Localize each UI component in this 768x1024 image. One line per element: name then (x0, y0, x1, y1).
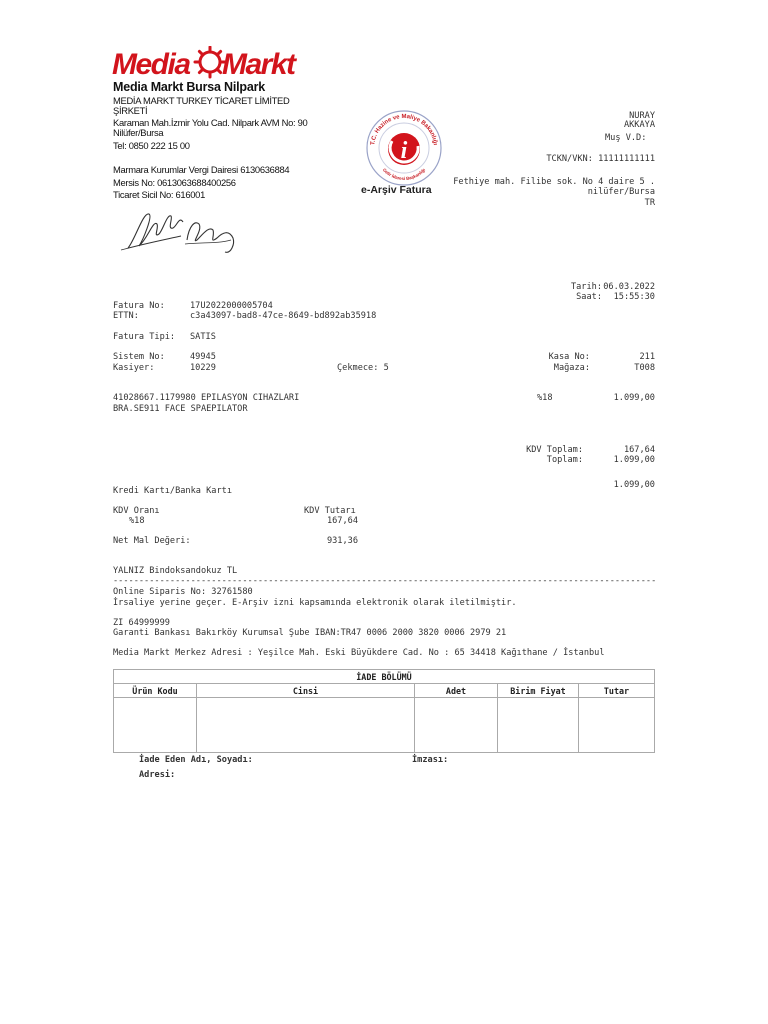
separator-line: --------------------------------------------------------------------------------------------------------- (113, 576, 657, 586)
seller-trade-registry: Ticaret Sicil No: 616001 (113, 189, 205, 200)
waybill-note: İrsaliye yerine geçer. E-Arşiv izni kapsamında elektronik olarak iletilmiştir. (113, 598, 517, 608)
return-cell-quantity[interactable] (415, 698, 498, 753)
kdv-total-label: KDV Toplam: (526, 445, 583, 455)
return-cell-amount[interactable] (579, 698, 655, 753)
seller-address-line-1: Karaman Mah.İzmir Yolu Cad. Nilpark AVM No: 90 (113, 117, 308, 128)
return-section-title: İADE BÖLÜMÜ (114, 670, 655, 684)
cashier-label: Kasiyer: (113, 363, 155, 373)
invoice-type-label: Fatura Tipi: (113, 332, 176, 342)
company-name-line-2: ŞİRKETİ (113, 105, 148, 116)
invoice-no-label: Fatura No: (113, 301, 165, 311)
svg-text:Gelir İdaresi Başkanlığı: Gelir İdaresi Başkanlığı (381, 167, 427, 182)
online-order-no: Online Siparis No: 32761580 (113, 587, 253, 597)
ettn-value: c3a43097-bad8-47ce-8649-bd892ab35918 (190, 311, 377, 321)
kdv-rate: %18 (129, 516, 145, 526)
buyer-last-name: AKKAYA (623, 120, 655, 130)
return-section-table (113, 669, 655, 753)
column-header-type: Cinsi (197, 684, 415, 698)
return-cell-unit-price[interactable] (498, 698, 579, 753)
system-no: 49945 (190, 352, 216, 362)
net-value-label: Net Mal Değeri: (113, 536, 191, 546)
svg-text:Media: Media (112, 48, 190, 80)
headquarters-address: Media Markt Merkez Adresi : Yeşilce Mah. Eski Büyükdere Cad. No : 65 34418 Kağıthane / İstanbul (113, 648, 605, 658)
returner-address-label: Adresi: (139, 770, 176, 780)
company-name-line-1: MEDİA MARKT TURKEY TİCARET LİMİTED (113, 95, 290, 106)
seller-address-line-2: Nilüfer/Bursa (113, 127, 164, 138)
return-cell-type[interactable] (197, 698, 415, 753)
buyer-tax-office: Muş V.D: (605, 133, 647, 143)
invoice-time: 15:55:30 (613, 292, 655, 302)
drawer-no: Çekmece: 5 (337, 363, 389, 373)
register-no: 211 (639, 352, 655, 362)
buyer-address-line-1: Fethiye mah. Filibe sok. No 4 daire 5 . (453, 177, 655, 187)
seller-tax-office: Marmara Kurumlar Vergi Dairesi 6130636884 (113, 164, 290, 175)
column-header-product-code: Ürün Kodu (114, 684, 197, 698)
grand-total: 1.099,00 (613, 455, 655, 465)
seller-phone: Tel: 0850 222 15 00 (113, 140, 190, 151)
item-line-1: 41028667.1179980 EPILASYON CIHAZLARI (113, 393, 300, 403)
store-name: Media Markt Bursa Nilpark (113, 80, 265, 94)
item-line-2: BRA.SE911 FACE SPAEPILATOR (113, 404, 248, 414)
column-header-amount: Tutar (579, 684, 655, 698)
column-header-quantity: Adet (415, 684, 498, 698)
kdv-rate-label: KDV Oranı (113, 506, 160, 516)
svg-text:i: i (400, 138, 408, 164)
gib-seal-logo (364, 108, 444, 188)
buyer-tckn: TCKN/VKN: 11111111111 (546, 154, 655, 164)
store-code: T008 (634, 363, 655, 373)
net-value: 931,36 (326, 536, 358, 546)
payment-amount: 1.099,00 (613, 480, 655, 490)
store-label: Mağaza: (553, 363, 590, 373)
item-amount: 1.099,00 (613, 393, 655, 403)
logo-wordmark-text: MediaMarkt (112, 46, 118, 47)
buyer-address-line-2: nilüfer/Bursa (587, 187, 655, 197)
item-vat-rate: %18 (537, 393, 553, 403)
kdv-amount: 167,64 (326, 516, 358, 526)
kdv-total: 167,64 (623, 445, 655, 455)
handwritten-signature (113, 200, 248, 260)
kdv-amount-label: KDV Tutarı (304, 506, 356, 516)
svg-text:T.C. Hazine ve Maliye Bakanlığ: T.C. Hazine ve Maliye Bakanlığı (370, 113, 438, 146)
amount-in-words: YALNIZ Bindoksandokuz TL (113, 566, 238, 576)
date-label: Tarih: (570, 282, 602, 292)
invoice-date: 06.03.2022 (603, 282, 655, 292)
time-label: Saat: (576, 292, 602, 302)
zi-number: ZI 64999999 (113, 618, 170, 628)
seller-mersis-no: Mersis No: 0613063688400256 (113, 177, 236, 188)
media-markt-logo (112, 46, 308, 80)
document-type-title: e-Arşiv Fatura (361, 184, 432, 196)
bank-info: Garanti Bankası Bakırköy Kurumsal Şube IBAN:TR47 0006 2000 3820 0006 2979 21 (113, 628, 507, 638)
buyer-country: TR (644, 198, 655, 208)
invoice-type: SATIS (190, 332, 216, 342)
column-header-unit-price: Birim Fiyat (498, 684, 579, 698)
grand-total-label: Toplam: (546, 455, 583, 465)
system-no-label: Sistem No: (113, 352, 165, 362)
return-cell-product-code[interactable] (114, 698, 197, 753)
svg-text:Markt: Markt (222, 48, 295, 80)
cashier-value: 10229 (190, 363, 216, 373)
register-label: Kasa No: (548, 352, 590, 362)
payment-method: Kredi Kartı/Banka Kartı (113, 486, 232, 496)
returner-name-label: İade Eden Adı, Soyadı: (139, 755, 253, 765)
returner-signature-label: İmzası: (412, 755, 449, 765)
invoice-no: 17U2022000005704 (190, 301, 273, 311)
buyer-first-name: NURAY (629, 111, 655, 121)
ettn-label: ETTN: (113, 311, 139, 321)
